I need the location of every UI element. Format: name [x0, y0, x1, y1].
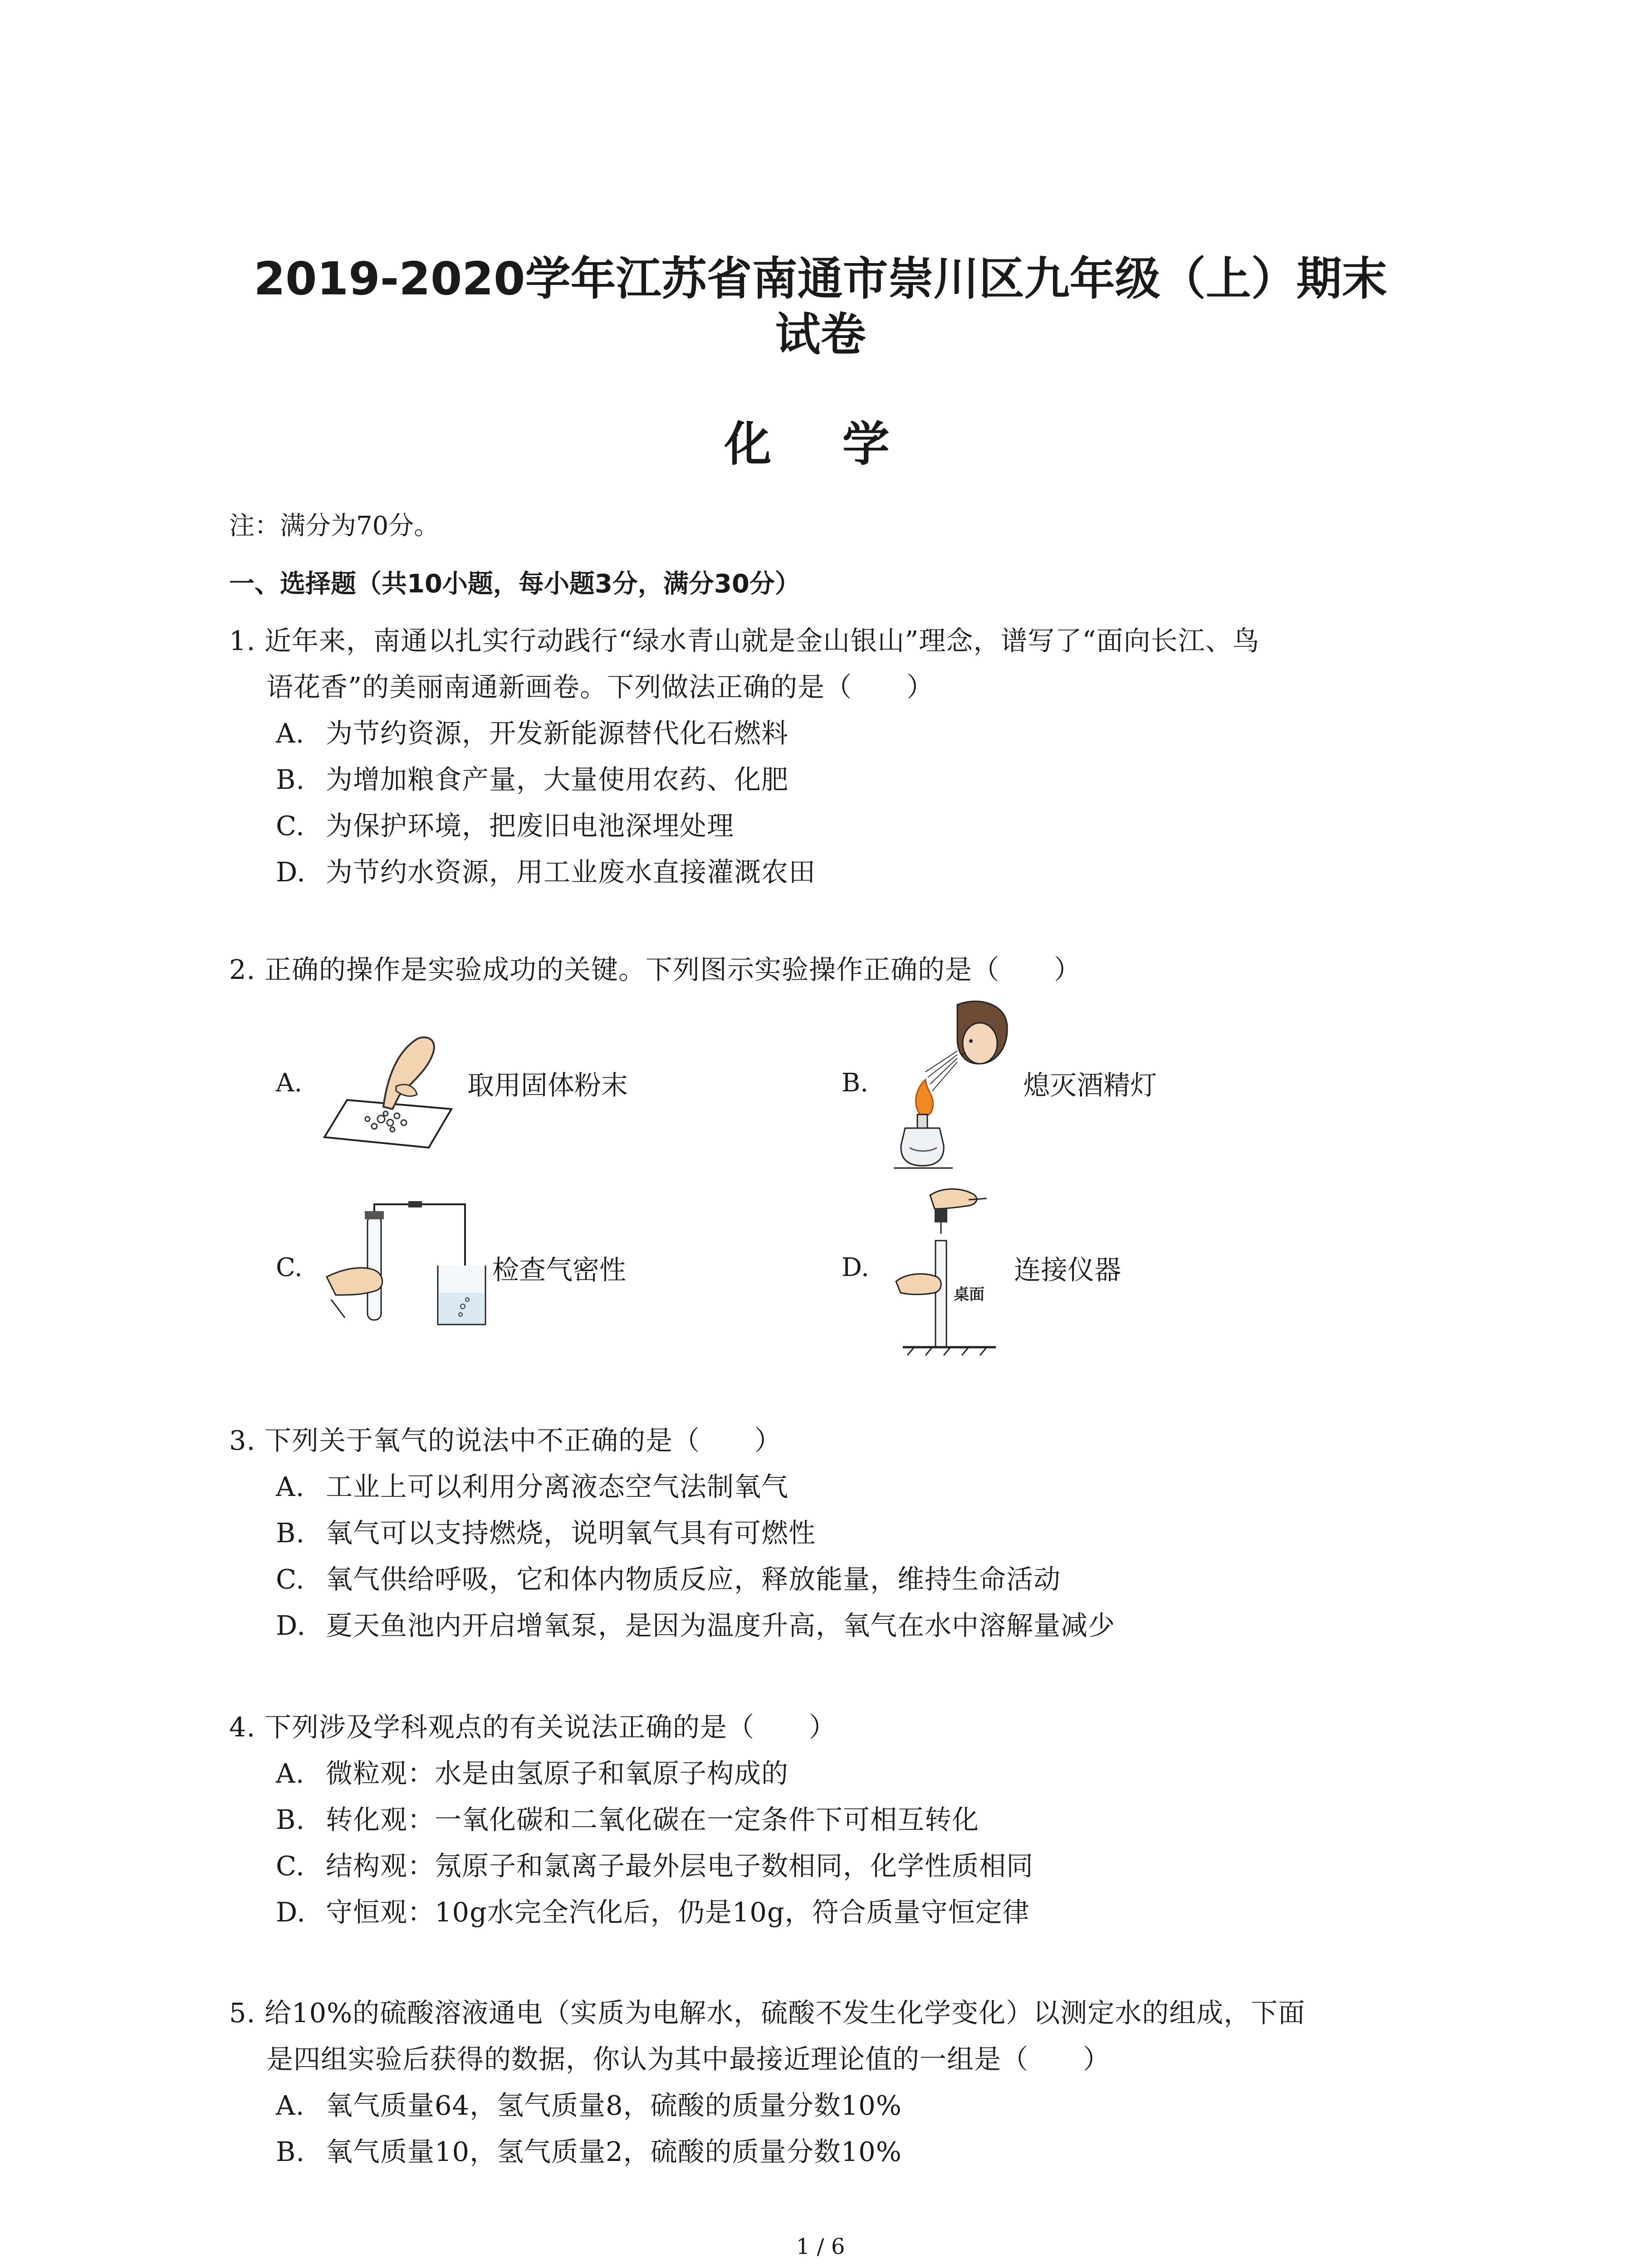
option-text: 氧气可以支持燃烧，说明氧气具有可燃性 [326, 1517, 816, 1549]
option-text: 为节约水资源，用工业废水直接灌溉农田 [326, 856, 816, 888]
q2-option-a-letter[interactable]: A. [276, 1068, 303, 1098]
option-text: 转化观：一氧化碳和二氧化碳在一定条件下可相互转化 [326, 1804, 980, 1835]
option-letter: B. [276, 1517, 305, 1549]
powder-on-paper-illustration [320, 1018, 456, 1154]
q1-stem-line1: 1. 近年来，南通以扎实行动践行“绿水青山就是金山银山”理念，谱写了“面向长江、鸟 [229, 625, 1260, 656]
tabletop-label: 桌面 [954, 1286, 985, 1304]
option-text: 为增加粮食产量，大量使用农药、化肥 [326, 764, 789, 795]
q3-option-d[interactable] [276, 1604, 1115, 1642]
score-note: 注：满分为70分。 [229, 511, 440, 541]
page-title-line1: 2019-2020学年江苏省南通市崇川区九年级（上）期末 [254, 252, 1387, 305]
q4-stem-line1: 4. 下列涉及学科观点的有关说法正确的是（ ） [229, 1711, 837, 1743]
q2-stem-line1: 2. 正确的操作是实验成功的关键。下列图示实验操作正确的是（ ） [229, 954, 1082, 985]
q4-option-a[interactable] [276, 1752, 789, 1790]
subject-heading: 化 学 [724, 416, 917, 472]
q1-option-b[interactable] [276, 758, 789, 797]
q1-option-a[interactable] [276, 712, 789, 750]
q2-option-d-letter[interactable]: D. [842, 1253, 869, 1282]
option-letter: A. [276, 718, 305, 749]
option-text: 夏天鱼池内开启增氧泵，是因为温度升高，氧气在水中溶解量减少 [326, 1610, 1116, 1641]
option-letter: B. [276, 1804, 305, 1835]
q1-option-d[interactable] [276, 850, 816, 889]
q4-option-b[interactable] [276, 1798, 979, 1837]
option-letter: C. [276, 810, 305, 841]
q2-option-b-caption: 熄灭酒精灯 [1023, 1070, 1157, 1101]
q4-option-c[interactable] [276, 1844, 1034, 1883]
option-text: 工业上可以利用分离液态空气法制氧气 [326, 1471, 789, 1502]
connecting-apparatus-illustration [889, 1184, 998, 1356]
section-heading-choice: 一、选择题（共10小题，每小题3分，满分30分） [229, 569, 800, 599]
page-number: 1 / 6 [796, 2234, 845, 2259]
option-letter: A. [276, 2090, 305, 2121]
q3-option-a[interactable] [276, 1465, 789, 1504]
q1-option-c[interactable] [276, 804, 734, 843]
q3-option-c[interactable] [276, 1558, 1061, 1596]
q5-stem-line2: 是四组实验后获得的数据，你认为其中最接近理论值的一组是（ ） [266, 2043, 1111, 2075]
option-text: 为保护环境，把废旧电池深埋处理 [326, 810, 735, 841]
option-letter: D. [276, 1897, 306, 1928]
option-text: 结构观：氖原子和氯离子最外层电子数相同，化学性质相同 [326, 1850, 1034, 1882]
q2-option-d-caption: 连接仪器 [1014, 1254, 1122, 1286]
option-text: 氧气供给呼吸，它和体内物质反应，释放能量，维持生命活动 [326, 1564, 1061, 1595]
q3-option-b[interactable] [276, 1511, 816, 1550]
option-letter: C. [276, 1564, 305, 1595]
option-letter: B. [276, 764, 305, 795]
airtightness-check-illustration [318, 1193, 499, 1338]
q5-option-b[interactable] [276, 2130, 902, 2169]
q5-stem-line1: 5. 给10%的硫酸溶液通电（实质为电解水，硫酸不发生化学变化）以测定水的组成，下面 [229, 1997, 1306, 2028]
option-letter: D. [276, 1610, 306, 1641]
option-letter: D. [276, 856, 306, 888]
q2-option-c-caption: 检查气密性 [492, 1254, 627, 1286]
option-letter: C. [276, 1850, 305, 1882]
option-text: 为节约资源，开发新能源替代化石燃料 [326, 718, 789, 749]
option-text: 守恒观：10g水完全汽化后，仍是10g，符合质量守恒定律 [326, 1897, 1030, 1928]
q5-option-a[interactable] [276, 2084, 902, 2122]
q2-option-c-letter[interactable]: C. [276, 1253, 303, 1282]
option-text: 微粒观：水是由氢原子和氧原子构成的 [326, 1758, 789, 1789]
option-letter: A. [276, 1758, 305, 1789]
option-letter: A. [276, 1471, 305, 1502]
q1-stem-line2: 语花香”的美丽南通新画卷。下列做法正确的是（ ） [266, 671, 934, 703]
q2-option-a-caption: 取用固体粉末 [467, 1070, 628, 1101]
option-text: 氧气质量64，氢气质量8，硫酸的质量分数10% [326, 2090, 902, 2121]
q2-option-b-letter[interactable]: B. [842, 1068, 868, 1098]
page-title-line2: 试卷 [775, 308, 866, 361]
option-text: 氧气质量10，氢气质量2，硫酸的质量分数10% [326, 2136, 902, 2167]
blowing-out-alcohol-lamp-illustration [889, 996, 1025, 1186]
option-letter: B. [276, 2136, 305, 2167]
q4-option-d[interactable] [276, 1891, 1030, 1929]
q3-stem-line1: 3. 下列关于氧气的说法中不正确的是（ ） [229, 1425, 782, 1456]
